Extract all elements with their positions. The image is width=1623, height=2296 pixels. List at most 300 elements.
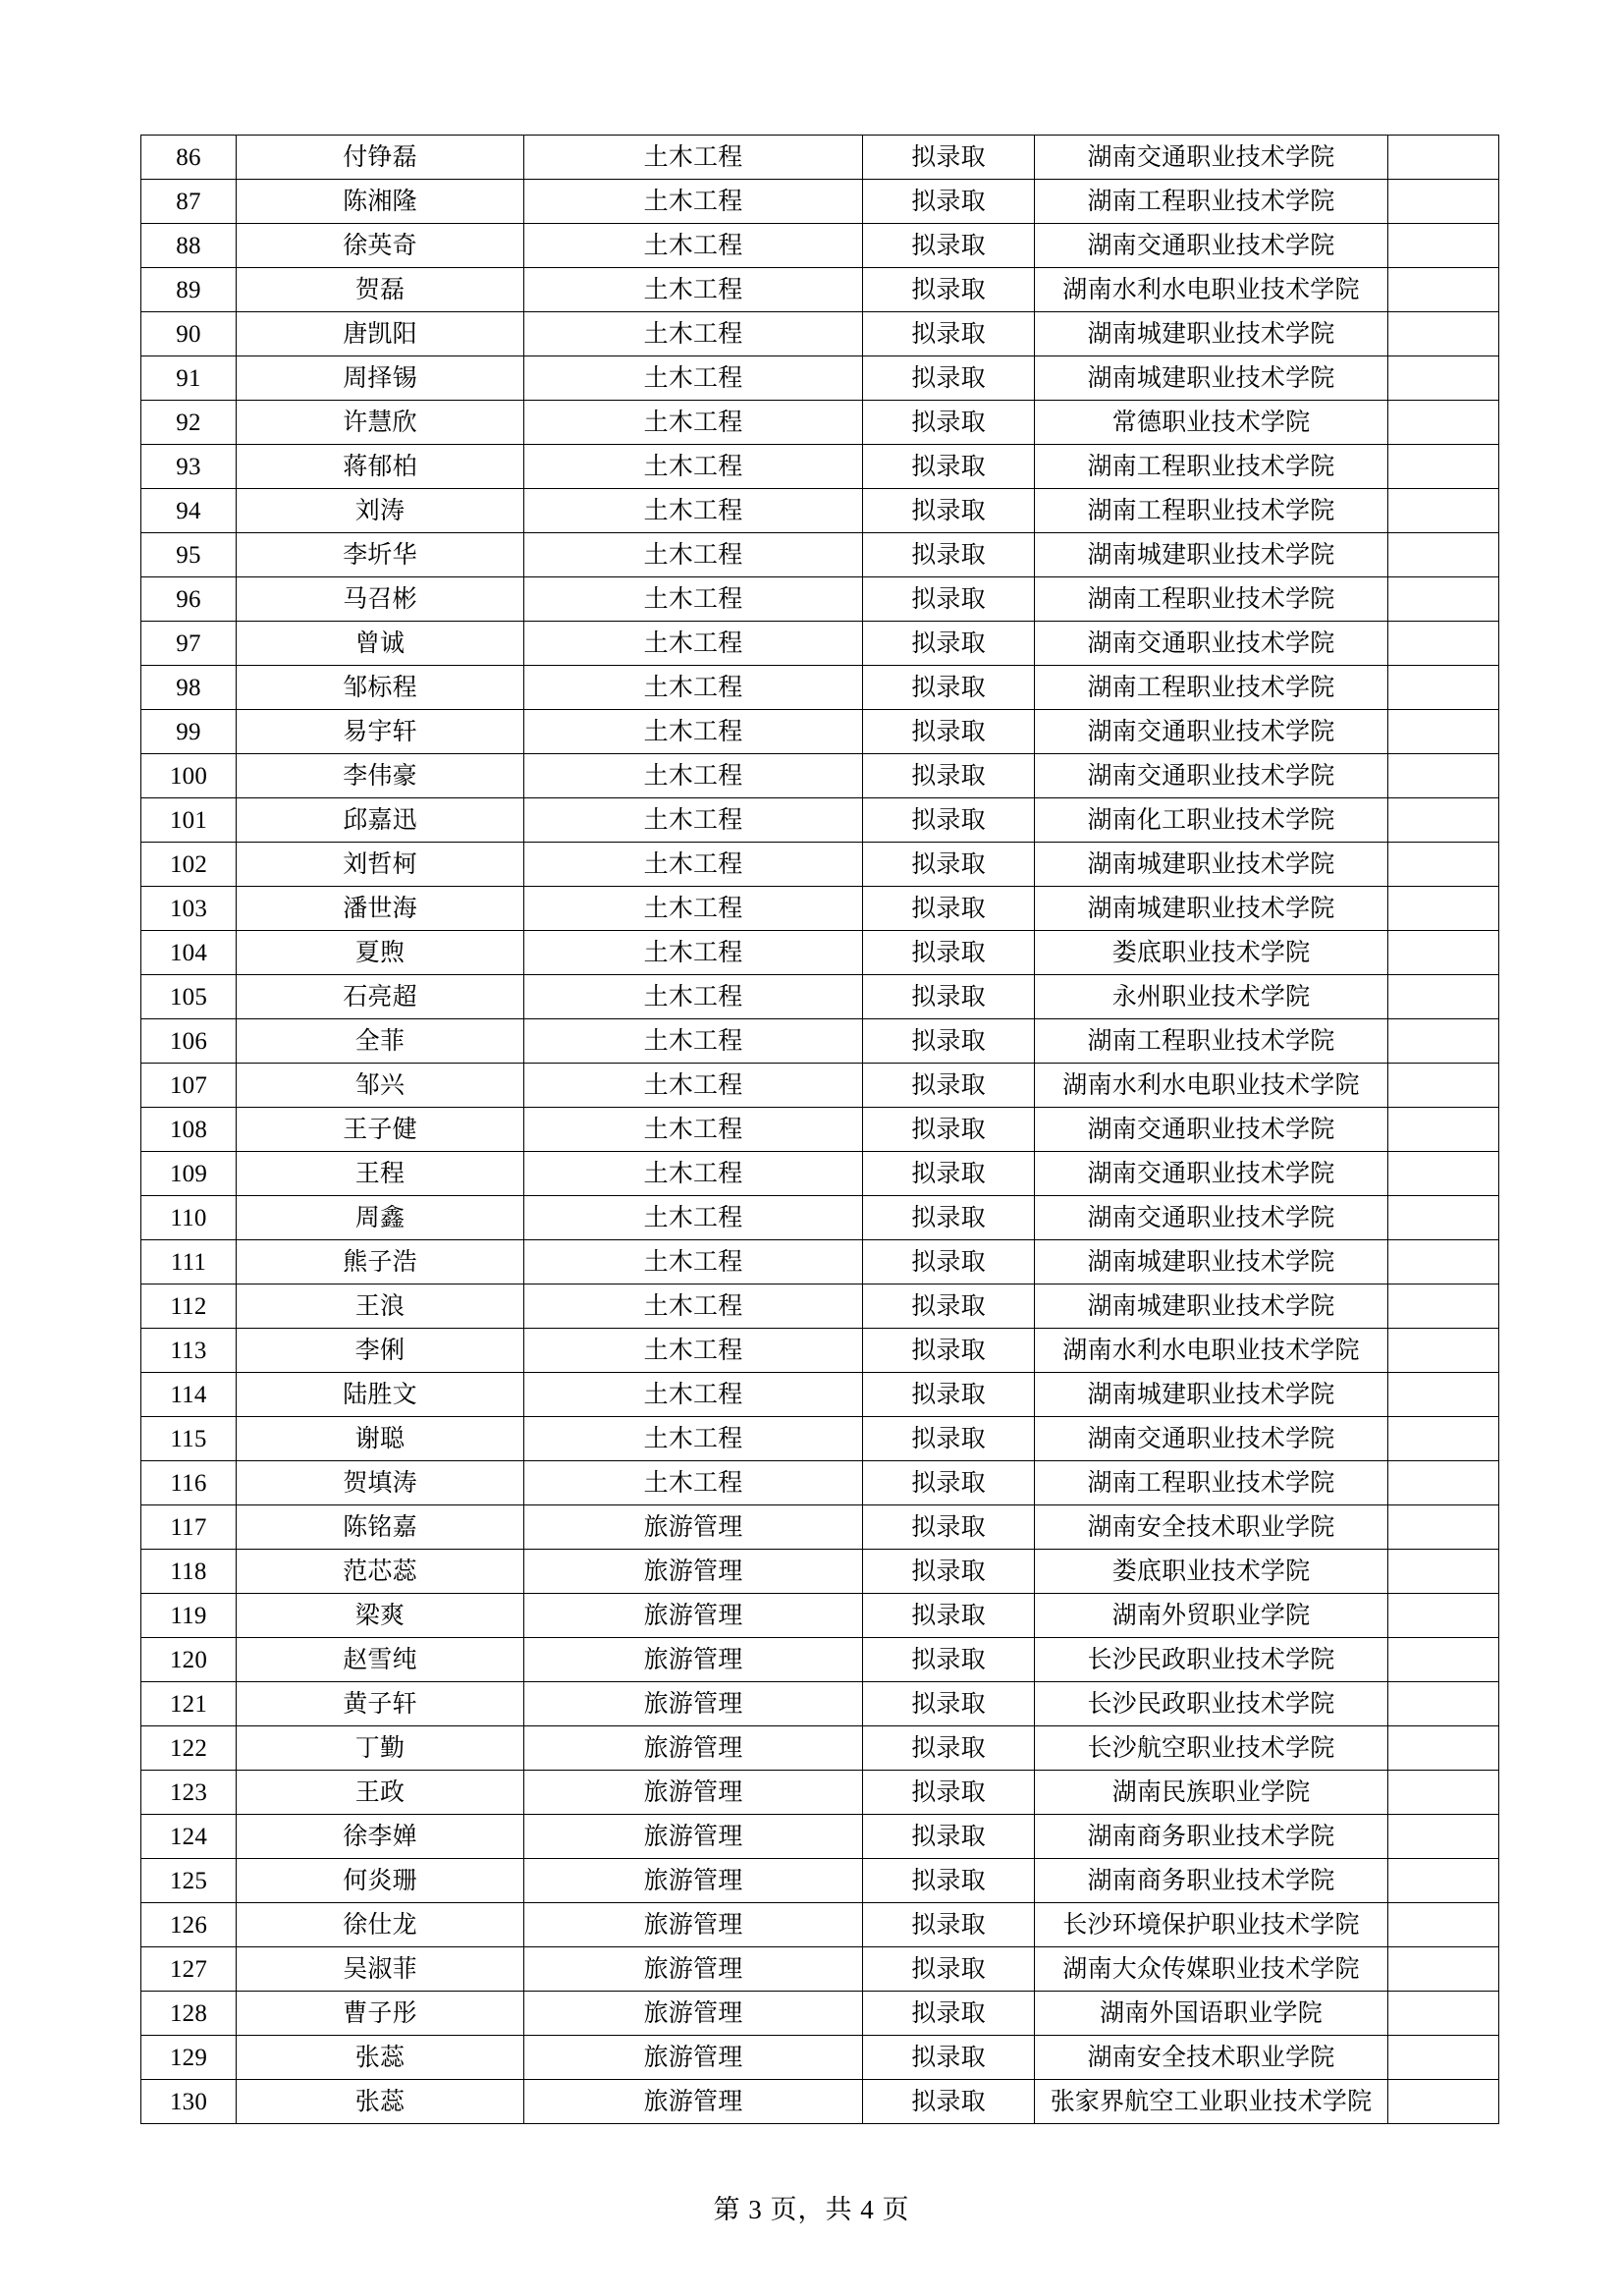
cell-name: 徐李婵 <box>237 1815 524 1859</box>
cell-status: 拟录取 <box>863 445 1035 489</box>
cell-name: 王浪 <box>237 1285 524 1329</box>
cell-major: 土木工程 <box>524 710 863 754</box>
cell-school: 湖南交通职业技术学院 <box>1035 1417 1388 1461</box>
cell-school: 湖南工程职业技术学院 <box>1035 577 1388 622</box>
cell-status: 拟录取 <box>863 577 1035 622</box>
cell-status: 拟录取 <box>863 1638 1035 1682</box>
cell-status: 拟录取 <box>863 1064 1035 1108</box>
table-row <box>141 1594 1499 1638</box>
table-row <box>141 401 1499 445</box>
cell-index: 124 <box>141 1815 237 1859</box>
cell-school: 湖南工程职业技术学院 <box>1035 445 1388 489</box>
cell-major: 旅游管理 <box>524 1815 863 1859</box>
table-row <box>141 445 1499 489</box>
cell-major: 土木工程 <box>524 268 863 312</box>
cell-major: 土木工程 <box>524 1196 863 1240</box>
cell-index: 103 <box>141 887 237 931</box>
table-row <box>141 356 1499 401</box>
cell-name: 徐仕龙 <box>237 1903 524 1947</box>
cell-extra <box>1388 754 1499 798</box>
cell-status: 拟录取 <box>863 666 1035 710</box>
cell-status: 拟录取 <box>863 1285 1035 1329</box>
cell-index: 129 <box>141 2036 237 2080</box>
cell-extra <box>1388 1152 1499 1196</box>
table-row <box>141 754 1499 798</box>
cell-major: 土木工程 <box>524 445 863 489</box>
cell-index: 87 <box>141 180 237 224</box>
cell-major: 土木工程 <box>524 975 863 1019</box>
cell-major: 土木工程 <box>524 1152 863 1196</box>
cell-school: 湖南城建职业技术学院 <box>1035 1285 1388 1329</box>
cell-extra <box>1388 1992 1499 2036</box>
cell-name: 周鑫 <box>237 1196 524 1240</box>
cell-extra <box>1388 1108 1499 1152</box>
table-row <box>141 1064 1499 1108</box>
cell-extra <box>1388 577 1499 622</box>
cell-school: 湖南交通职业技术学院 <box>1035 224 1388 268</box>
cell-status: 拟录取 <box>863 1550 1035 1594</box>
cell-name: 谢聪 <box>237 1417 524 1461</box>
cell-index: 120 <box>141 1638 237 1682</box>
cell-name: 陈铭嘉 <box>237 1505 524 1550</box>
cell-name: 全菲 <box>237 1019 524 1064</box>
cell-major: 旅游管理 <box>524 2080 863 2124</box>
roster-table-body <box>141 136 1499 2124</box>
cell-index: 130 <box>141 2080 237 2124</box>
cell-index: 100 <box>141 754 237 798</box>
cell-major: 土木工程 <box>524 622 863 666</box>
cell-extra <box>1388 136 1499 180</box>
cell-name: 刘涛 <box>237 489 524 533</box>
cell-status: 拟录取 <box>863 754 1035 798</box>
cell-school: 湖南化工职业技术学院 <box>1035 798 1388 843</box>
cell-index: 111 <box>141 1240 237 1285</box>
cell-name: 邹标程 <box>237 666 524 710</box>
cell-status: 拟录取 <box>863 180 1035 224</box>
cell-name: 周择锡 <box>237 356 524 401</box>
cell-name: 吴淑菲 <box>237 1947 524 1992</box>
cell-major: 土木工程 <box>524 577 863 622</box>
cell-extra <box>1388 401 1499 445</box>
table-row <box>141 1638 1499 1682</box>
table-row <box>141 1329 1499 1373</box>
cell-index: 116 <box>141 1461 237 1505</box>
cell-index: 123 <box>141 1771 237 1815</box>
cell-school: 湖南水利水电职业技术学院 <box>1035 1064 1388 1108</box>
cell-status: 拟录取 <box>863 2080 1035 2124</box>
cell-major: 旅游管理 <box>524 1859 863 1903</box>
cell-index: 101 <box>141 798 237 843</box>
cell-school: 湖南水利水电职业技术学院 <box>1035 1329 1388 1373</box>
cell-extra <box>1388 931 1499 975</box>
cell-name: 邱嘉迅 <box>237 798 524 843</box>
cell-status: 拟录取 <box>863 2036 1035 2080</box>
cell-school: 湖南安全技术职业学院 <box>1035 1505 1388 1550</box>
table-row <box>141 1903 1499 1947</box>
cell-status: 拟录取 <box>863 1815 1035 1859</box>
cell-extra <box>1388 224 1499 268</box>
cell-name: 曹子彤 <box>237 1992 524 2036</box>
cell-name: 张蕊 <box>237 2080 524 2124</box>
cell-name: 潘世海 <box>237 887 524 931</box>
cell-status: 拟录取 <box>863 1771 1035 1815</box>
cell-school: 湖南工程职业技术学院 <box>1035 180 1388 224</box>
cell-extra <box>1388 1771 1499 1815</box>
table-row <box>141 312 1499 356</box>
cell-major: 土木工程 <box>524 136 863 180</box>
cell-name: 陆胜文 <box>237 1373 524 1417</box>
cell-name: 马召彬 <box>237 577 524 622</box>
cell-name: 蒋郁柏 <box>237 445 524 489</box>
cell-major: 土木工程 <box>524 489 863 533</box>
cell-school: 湖南水利水电职业技术学院 <box>1035 268 1388 312</box>
cell-name: 范芯蕊 <box>237 1550 524 1594</box>
cell-school: 湖南商务职业技术学院 <box>1035 1815 1388 1859</box>
table-row <box>141 533 1499 577</box>
cell-index: 114 <box>141 1373 237 1417</box>
cell-name: 王子健 <box>237 1108 524 1152</box>
cell-school: 湖南交通职业技术学院 <box>1035 622 1388 666</box>
table-row <box>141 136 1499 180</box>
cell-extra <box>1388 975 1499 1019</box>
cell-name: 李俐 <box>237 1329 524 1373</box>
table-row <box>141 1947 1499 1992</box>
cell-status: 拟录取 <box>863 1859 1035 1903</box>
cell-index: 108 <box>141 1108 237 1152</box>
cell-school: 湖南安全技术职业学院 <box>1035 2036 1388 2080</box>
cell-index: 128 <box>141 1992 237 2036</box>
table-row <box>141 1461 1499 1505</box>
cell-status: 拟录取 <box>863 1594 1035 1638</box>
cell-name: 夏煦 <box>237 931 524 975</box>
cell-major: 土木工程 <box>524 312 863 356</box>
table-row <box>141 1240 1499 1285</box>
cell-school: 湖南交通职业技术学院 <box>1035 710 1388 754</box>
cell-name: 王政 <box>237 1771 524 1815</box>
cell-index: 112 <box>141 1285 237 1329</box>
cell-school: 湖南交通职业技术学院 <box>1035 1196 1388 1240</box>
cell-status: 拟录取 <box>863 401 1035 445</box>
cell-major: 土木工程 <box>524 798 863 843</box>
cell-extra <box>1388 1859 1499 1903</box>
cell-name: 何炎珊 <box>237 1859 524 1903</box>
cell-index: 110 <box>141 1196 237 1240</box>
table-row <box>141 1726 1499 1771</box>
cell-school: 湖南城建职业技术学院 <box>1035 843 1388 887</box>
cell-extra <box>1388 1682 1499 1726</box>
cell-status: 拟录取 <box>863 224 1035 268</box>
cell-status: 拟录取 <box>863 798 1035 843</box>
cell-status: 拟录取 <box>863 887 1035 931</box>
cell-major: 旅游管理 <box>524 1505 863 1550</box>
cell-index: 107 <box>141 1064 237 1108</box>
cell-status: 拟录取 <box>863 533 1035 577</box>
cell-status: 拟录取 <box>863 1505 1035 1550</box>
cell-school: 长沙民政职业技术学院 <box>1035 1638 1388 1682</box>
table-row <box>141 2036 1499 2080</box>
table-row <box>141 268 1499 312</box>
cell-name: 唐凯阳 <box>237 312 524 356</box>
cell-name: 贺磊 <box>237 268 524 312</box>
cell-name: 付铮磊 <box>237 136 524 180</box>
cell-school: 湖南城建职业技术学院 <box>1035 1240 1388 1285</box>
page-footer: 第 3 页，共 4 页 <box>713 2195 910 2224</box>
cell-index: 106 <box>141 1019 237 1064</box>
table-row <box>141 666 1499 710</box>
cell-school: 湖南交通职业技术学院 <box>1035 136 1388 180</box>
cell-name: 曾诚 <box>237 622 524 666</box>
table-row <box>141 2080 1499 2124</box>
cell-extra <box>1388 445 1499 489</box>
cell-extra <box>1388 1594 1499 1638</box>
cell-extra <box>1388 533 1499 577</box>
table-row <box>141 577 1499 622</box>
cell-major: 土木工程 <box>524 1019 863 1064</box>
cell-extra <box>1388 798 1499 843</box>
cell-status: 拟录取 <box>863 975 1035 1019</box>
cell-school: 娄底职业技术学院 <box>1035 931 1388 975</box>
cell-school: 湖南工程职业技术学院 <box>1035 1019 1388 1064</box>
cell-index: 121 <box>141 1682 237 1726</box>
table-row <box>141 1992 1499 2036</box>
cell-extra <box>1388 843 1499 887</box>
cell-extra <box>1388 1285 1499 1329</box>
table-row <box>141 622 1499 666</box>
cell-school: 湖南外国语职业学院 <box>1035 1992 1388 2036</box>
cell-major: 旅游管理 <box>524 1771 863 1815</box>
cell-extra <box>1388 666 1499 710</box>
cell-major: 土木工程 <box>524 224 863 268</box>
cell-major: 旅游管理 <box>524 1594 863 1638</box>
cell-extra <box>1388 1019 1499 1064</box>
cell-extra <box>1388 1461 1499 1505</box>
cell-index: 96 <box>141 577 237 622</box>
table-row <box>141 710 1499 754</box>
cell-name: 易宇轩 <box>237 710 524 754</box>
cell-index: 98 <box>141 666 237 710</box>
cell-major: 土木工程 <box>524 1373 863 1417</box>
cell-index: 92 <box>141 401 237 445</box>
cell-major: 土木工程 <box>524 1417 863 1461</box>
cell-index: 88 <box>141 224 237 268</box>
cell-name: 李圻华 <box>237 533 524 577</box>
table-row <box>141 1417 1499 1461</box>
cell-major: 旅游管理 <box>524 1638 863 1682</box>
table-row <box>141 1019 1499 1064</box>
table-row <box>141 1373 1499 1417</box>
cell-index: 105 <box>141 975 237 1019</box>
cell-extra <box>1388 1417 1499 1461</box>
cell-name: 徐英奇 <box>237 224 524 268</box>
table-row <box>141 180 1499 224</box>
cell-status: 拟录取 <box>863 356 1035 401</box>
cell-school: 湖南工程职业技术学院 <box>1035 1461 1388 1505</box>
cell-major: 土木工程 <box>524 843 863 887</box>
cell-status: 拟录取 <box>863 1019 1035 1064</box>
cell-major: 旅游管理 <box>524 1992 863 2036</box>
table-row <box>141 1682 1499 1726</box>
cell-major: 土木工程 <box>524 1329 863 1373</box>
cell-index: 122 <box>141 1726 237 1771</box>
cell-status: 拟录取 <box>863 843 1035 887</box>
cell-status: 拟录取 <box>863 136 1035 180</box>
cell-status: 拟录取 <box>863 268 1035 312</box>
table-row <box>141 798 1499 843</box>
cell-major: 旅游管理 <box>524 1682 863 1726</box>
cell-status: 拟录取 <box>863 1726 1035 1771</box>
cell-extra <box>1388 1947 1499 1992</box>
cell-major: 土木工程 <box>524 401 863 445</box>
table-row <box>141 1285 1499 1329</box>
cell-index: 125 <box>141 1859 237 1903</box>
cell-index: 99 <box>141 710 237 754</box>
table-row <box>141 931 1499 975</box>
table-row <box>141 843 1499 887</box>
cell-school: 湖南工程职业技术学院 <box>1035 666 1388 710</box>
cell-extra <box>1388 268 1499 312</box>
cell-major: 旅游管理 <box>524 2036 863 2080</box>
cell-name: 张蕊 <box>237 2036 524 2080</box>
cell-name: 贺填涛 <box>237 1461 524 1505</box>
cell-index: 104 <box>141 931 237 975</box>
cell-name: 熊子浩 <box>237 1240 524 1285</box>
cell-major: 旅游管理 <box>524 1550 863 1594</box>
cell-school: 湖南城建职业技术学院 <box>1035 1373 1388 1417</box>
cell-major: 土木工程 <box>524 666 863 710</box>
cell-school: 湖南大众传媒职业技术学院 <box>1035 1947 1388 1992</box>
cell-school: 湖南交通职业技术学院 <box>1035 754 1388 798</box>
cell-name: 刘哲柯 <box>237 843 524 887</box>
cell-major: 土木工程 <box>524 931 863 975</box>
cell-status: 拟录取 <box>863 1240 1035 1285</box>
table-row <box>141 1108 1499 1152</box>
table-row <box>141 1505 1499 1550</box>
cell-status: 拟录取 <box>863 1329 1035 1373</box>
cell-extra <box>1388 710 1499 754</box>
cell-index: 115 <box>141 1417 237 1461</box>
cell-status: 拟录取 <box>863 931 1035 975</box>
cell-status: 拟录取 <box>863 1108 1035 1152</box>
cell-index: 93 <box>141 445 237 489</box>
table-row <box>141 224 1499 268</box>
table-row <box>141 1815 1499 1859</box>
cell-index: 119 <box>141 1594 237 1638</box>
cell-extra <box>1388 887 1499 931</box>
cell-school: 常德职业技术学院 <box>1035 401 1388 445</box>
cell-major: 土木工程 <box>524 887 863 931</box>
cell-name: 赵雪纯 <box>237 1638 524 1682</box>
table-row <box>141 887 1499 931</box>
cell-status: 拟录取 <box>863 1152 1035 1196</box>
cell-extra <box>1388 622 1499 666</box>
table-row <box>141 1859 1499 1903</box>
cell-school: 长沙航空职业技术学院 <box>1035 1726 1388 1771</box>
cell-extra <box>1388 1550 1499 1594</box>
cell-index: 89 <box>141 268 237 312</box>
cell-major: 土木工程 <box>524 533 863 577</box>
cell-status: 拟录取 <box>863 1947 1035 1992</box>
cell-major: 土木工程 <box>524 1108 863 1152</box>
cell-index: 97 <box>141 622 237 666</box>
cell-index: 126 <box>141 1903 237 1947</box>
cell-school: 长沙民政职业技术学院 <box>1035 1682 1388 1726</box>
cell-extra <box>1388 1329 1499 1373</box>
roster-table <box>140 135 1499 2124</box>
cell-extra <box>1388 1505 1499 1550</box>
cell-extra <box>1388 1064 1499 1108</box>
cell-school: 永州职业技术学院 <box>1035 975 1388 1019</box>
table-row <box>141 975 1499 1019</box>
cell-name: 梁爽 <box>237 1594 524 1638</box>
cell-index: 94 <box>141 489 237 533</box>
cell-school: 湖南城建职业技术学院 <box>1035 312 1388 356</box>
cell-index: 102 <box>141 843 237 887</box>
cell-name: 王程 <box>237 1152 524 1196</box>
cell-major: 土木工程 <box>524 1240 863 1285</box>
table-row <box>141 1771 1499 1815</box>
cell-extra <box>1388 1903 1499 1947</box>
cell-school: 长沙环境保护职业技术学院 <box>1035 1903 1388 1947</box>
cell-major: 旅游管理 <box>524 1726 863 1771</box>
cell-extra <box>1388 1638 1499 1682</box>
cell-school: 湖南民族职业学院 <box>1035 1771 1388 1815</box>
table-row <box>141 1196 1499 1240</box>
cell-major: 土木工程 <box>524 754 863 798</box>
cell-school: 湖南交通职业技术学院 <box>1035 1152 1388 1196</box>
cell-extra <box>1388 489 1499 533</box>
cell-name: 许慧欣 <box>237 401 524 445</box>
cell-extra <box>1388 1240 1499 1285</box>
cell-extra <box>1388 1815 1499 1859</box>
cell-school: 湖南城建职业技术学院 <box>1035 887 1388 931</box>
cell-status: 拟录取 <box>863 1903 1035 1947</box>
cell-index: 86 <box>141 136 237 180</box>
cell-index: 118 <box>141 1550 237 1594</box>
cell-major: 旅游管理 <box>524 1947 863 1992</box>
cell-status: 拟录取 <box>863 1682 1035 1726</box>
cell-major: 土木工程 <box>524 1064 863 1108</box>
cell-index: 91 <box>141 356 237 401</box>
table-row <box>141 1152 1499 1196</box>
cell-extra <box>1388 312 1499 356</box>
roster-table-container <box>140 135 1469 2124</box>
cell-name: 石亮超 <box>237 975 524 1019</box>
cell-major: 土木工程 <box>524 1285 863 1329</box>
cell-extra <box>1388 2036 1499 2080</box>
cell-school: 湖南城建职业技术学院 <box>1035 356 1388 401</box>
cell-status: 拟录取 <box>863 312 1035 356</box>
cell-name: 黄子轩 <box>237 1682 524 1726</box>
cell-status: 拟录取 <box>863 1417 1035 1461</box>
cell-status: 拟录取 <box>863 1461 1035 1505</box>
cell-status: 拟录取 <box>863 710 1035 754</box>
cell-extra <box>1388 2080 1499 2124</box>
cell-name: 邹兴 <box>237 1064 524 1108</box>
cell-status: 拟录取 <box>863 1992 1035 2036</box>
table-row <box>141 489 1499 533</box>
cell-major: 土木工程 <box>524 356 863 401</box>
cell-index: 95 <box>141 533 237 577</box>
cell-index: 117 <box>141 1505 237 1550</box>
cell-index: 127 <box>141 1947 237 1992</box>
cell-school: 湖南工程职业技术学院 <box>1035 489 1388 533</box>
cell-status: 拟录取 <box>863 1196 1035 1240</box>
cell-major: 土木工程 <box>524 180 863 224</box>
cell-extra <box>1388 1373 1499 1417</box>
cell-index: 109 <box>141 1152 237 1196</box>
cell-major: 旅游管理 <box>524 1903 863 1947</box>
cell-index: 90 <box>141 312 237 356</box>
